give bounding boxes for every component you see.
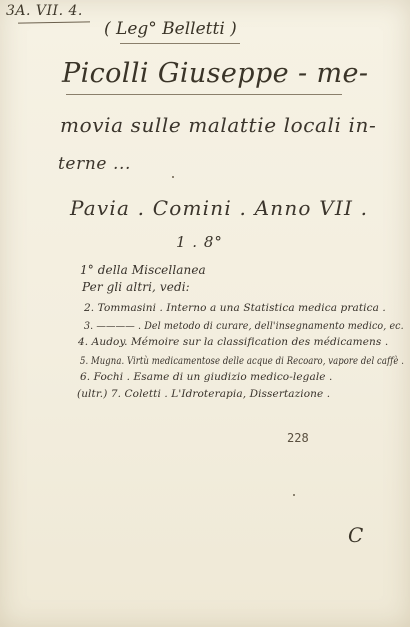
miscellany-note: 1° della Miscellanea — [80, 263, 206, 277]
corner-mark: C — [348, 523, 364, 547]
document-title: Picolli Giuseppe - me- — [62, 58, 369, 89]
shelfmark: 3A. VII. 4. — [6, 3, 83, 19]
list-item: 3. ———— . Del metodo di curare, dell'insegnamento medico, ec. — [84, 320, 404, 332]
title-line: movia sulle malattie locali in- — [60, 113, 377, 137]
page-number: 228 — [287, 431, 309, 445]
title-underline — [66, 94, 342, 95]
provenance-label: ( Leg° Belletti ) — [104, 19, 237, 39]
shelfmark-underline — [18, 21, 90, 23]
list-item: (ultr.) 7. Coletti . L'Idroterapia, Dissertazione . — [77, 388, 331, 400]
list-item: 4. Audoy. Mémoire sur la classification des médicamens . — [78, 336, 389, 348]
ink-dot — [172, 176, 174, 178]
list-item: 5. Mugna. Virtù medicamentose delle acque di Recoaro, vapore del caffè . — [80, 355, 405, 367]
list-item: 6. Fochi . Esame di un giudizio medico-legale . — [80, 371, 333, 383]
see-also-note: Per gli altri, vedi: — [82, 280, 190, 294]
format-line: 1 . 8° — [176, 233, 223, 251]
imprint-line: Pavia . Comini . Anno VII . — [70, 196, 369, 220]
list-item: 2. Tommasini . Interno a una Statistica medica pratica . — [84, 302, 386, 314]
title-line: terne ... — [58, 154, 132, 174]
label-underline — [120, 43, 240, 44]
ink-dot — [293, 494, 295, 496]
